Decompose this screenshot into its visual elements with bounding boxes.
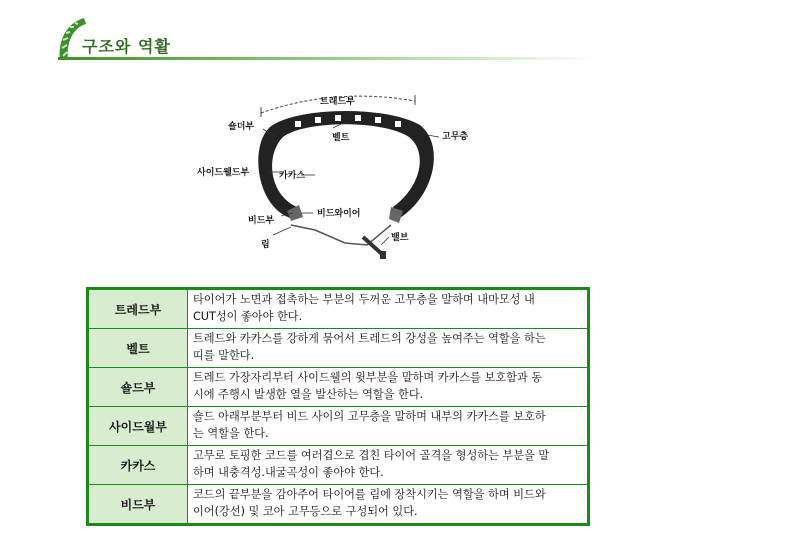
term-cell: 카카스	[88, 446, 188, 485]
description-line: 이어(강선) 및 코아 고무등으로 구성되어 있다.	[193, 505, 418, 518]
description-line: 트레드와 카카스를 강하게 묶어서 트레드의 강성을 높여주는 역할을 하는	[193, 332, 546, 345]
label-sidewall: 사이드웰드부	[197, 168, 250, 178]
table-row	[88, 446, 589, 485]
valve-icon	[363, 237, 386, 259]
description-line: 트레드 가장자리부터 사이드웰의 윗부분을 말하며 카카스를 보호함과 동	[193, 371, 543, 384]
description-line: CUT성이 좋아야 한다.	[193, 310, 303, 323]
rim-line	[291, 225, 391, 245]
page-title: 구조와 역활	[82, 37, 171, 56]
table-row	[88, 485, 589, 525]
description-cell	[188, 368, 589, 407]
description-line: 고무로 토핑한 코드를 여러겹으로 겹친 타이어 골격을 형성하는 부분을 말	[193, 449, 550, 462]
description-line: 숄드 아래부분부터 비드 사이의 고무층을 말하며 내부의 카카스를 보호하	[193, 410, 546, 423]
description-cell	[188, 446, 589, 485]
tire-cross-section-diagram	[195, 85, 525, 270]
description-line: 하며 내충격성.내굴곡성이 좋아야 한다.	[193, 466, 384, 479]
table-row	[88, 289, 589, 329]
tire-body	[258, 111, 434, 218]
description-line: 코드의 끝부분을 감아주어 타이어를 림에 장착시키는 역할을 하며 비드와	[193, 488, 546, 501]
term-cell: 비드부	[88, 485, 188, 525]
description-cell	[188, 485, 589, 525]
label-belt: 벨트	[332, 133, 350, 143]
description-line: 타이어가 노면과 접촉하는 부분의 두꺼운 고무층을 말하며 내마모성 내	[193, 293, 535, 306]
label-rubber-layer: 고무층	[442, 132, 469, 142]
table-row	[88, 329, 589, 368]
structure-role-table	[86, 287, 590, 526]
term-cell: 사이드월부	[88, 407, 188, 446]
description-line: 시에 주행시 발생한 열을 발산하는 역할을 한다.	[193, 388, 424, 401]
description-line: 는 역할을 한다.	[193, 427, 269, 440]
description-cell	[188, 329, 589, 368]
header-divider	[58, 57, 598, 60]
table-row	[88, 407, 589, 446]
term-cell: 숄드부	[88, 368, 188, 407]
label-valve: 밸브	[391, 233, 409, 243]
description-line: 띠를 말한다.	[193, 349, 255, 362]
label-rim: 림	[261, 240, 270, 250]
term-cell: 벨트	[88, 329, 188, 368]
label-bead: 비드부	[248, 216, 275, 226]
term-cell: 트레드부	[88, 289, 188, 329]
label-bead-wire: 비드와이어	[317, 209, 361, 219]
label-shoulder: 숄더부	[228, 122, 255, 132]
label-tread: 트래드부	[320, 97, 355, 107]
label-carcass: 카카스	[279, 171, 306, 181]
description-cell	[188, 289, 589, 329]
description-cell	[188, 407, 589, 446]
table-row	[88, 368, 589, 407]
